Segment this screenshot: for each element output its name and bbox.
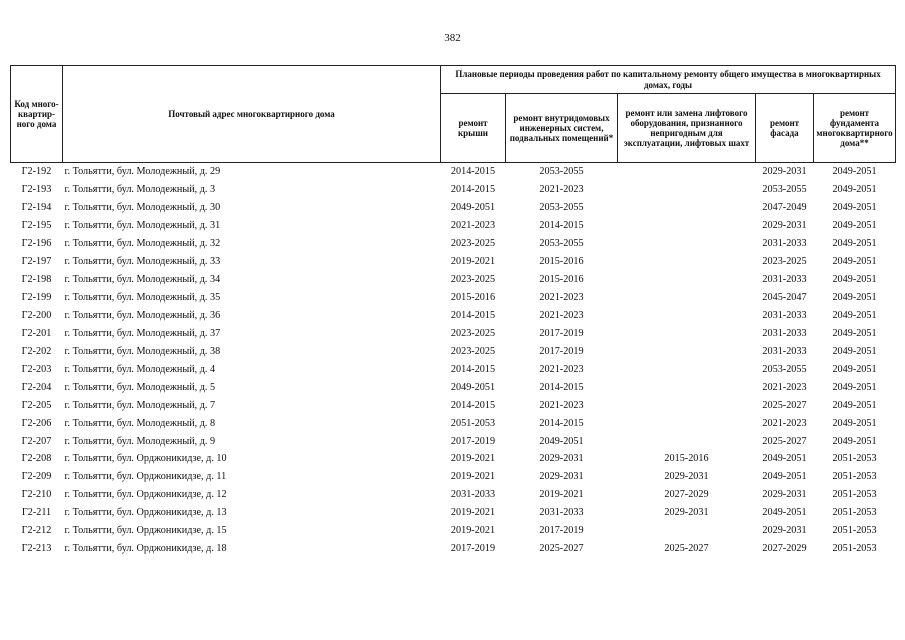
cell-roof: 2014-2015	[450, 363, 496, 375]
table-row	[11, 378, 896, 396]
cell-elevator: 2015-2016	[664, 453, 709, 465]
cell-elevator	[618, 378, 756, 396]
table-row	[11, 199, 896, 217]
table-row	[11, 163, 896, 181]
cell-foundation: 2051-2053	[832, 453, 877, 465]
cell-systems: 2021-2023	[539, 363, 584, 375]
cell-code: Г2-205	[21, 399, 52, 411]
cell-code: Г2-211	[21, 507, 52, 519]
cell-roof: 2023-2025	[450, 327, 496, 339]
cell-foundation: 2051-2053	[832, 543, 877, 555]
cell-foundation: 2049-2051	[832, 435, 877, 447]
cell-code: Г2-193	[21, 184, 52, 196]
cell-roof: 2019-2021	[450, 471, 496, 483]
cell-facade: 2047-2049	[762, 202, 807, 214]
cell-systems: 2031-2033	[539, 507, 584, 519]
cell-address: г. Тольятти, бул. Молодежный, д. 4	[64, 363, 216, 375]
cell-systems: 2029-2031	[539, 453, 584, 465]
table-row	[11, 486, 896, 504]
cell-facade: 2025-2027	[762, 435, 807, 447]
cell-elevator	[618, 432, 756, 450]
cell-facade: 2021-2023	[762, 381, 807, 393]
cell-address: г. Тольятти, бул. Молодежный, д. 9	[64, 435, 216, 447]
cell-elevator	[618, 324, 756, 342]
cell-systems: 2029-2031	[539, 471, 584, 483]
cell-systems: 2017-2019	[539, 327, 584, 339]
cell-facade: 2053-2055	[762, 184, 807, 196]
cell-foundation: 2049-2051	[832, 381, 877, 393]
cell-facade: 2031-2033	[762, 327, 807, 339]
cell-facade: 2049-2051	[762, 507, 807, 519]
cell-roof: 2019-2021	[450, 525, 496, 537]
cell-systems: 2014-2015	[539, 381, 584, 393]
table-row	[11, 235, 896, 253]
header-address: Почтовый адрес многоквартирного дома	[63, 66, 441, 163]
cell-facade: 2023-2025	[762, 256, 807, 268]
page-number: 382	[444, 32, 461, 44]
cell-elevator: 2029-2031	[664, 471, 709, 483]
cell-elevator	[618, 181, 756, 199]
cell-roof: 2023-2025	[450, 274, 496, 286]
header-elevator: ремонт или замена лифтового оборудования, признанного непригодным для эксплуатации, лифтовых шахт	[618, 94, 756, 163]
table-row	[11, 414, 896, 432]
cell-elevator	[618, 199, 756, 217]
cell-address: г. Тольятти, бул. Молодежный, д. 31	[64, 220, 221, 232]
cell-code: Г2-196	[21, 238, 52, 250]
cell-facade: 2049-2051	[762, 471, 807, 483]
cell-facade: 2025-2027	[762, 399, 807, 411]
cell-foundation: 2051-2053	[832, 507, 877, 519]
cell-elevator	[618, 217, 756, 235]
cell-roof: 2023-2025	[450, 238, 496, 250]
cell-roof: 2023-2025	[450, 345, 496, 357]
cell-roof: 2049-2051	[450, 202, 496, 214]
table-body	[11, 163, 896, 558]
cell-systems: 2053-2055	[539, 238, 584, 250]
cell-facade: 2031-2033	[762, 345, 807, 357]
cell-roof: 2017-2019	[450, 543, 496, 555]
table-row	[11, 432, 896, 450]
cell-facade: 2029-2031	[762, 525, 807, 537]
header-code: Код много-квартир-ного дома	[11, 66, 63, 163]
cell-roof: 2014-2015	[450, 166, 496, 178]
capital-repair-schedule-table	[10, 65, 896, 558]
cell-elevator	[618, 414, 756, 432]
cell-elevator	[618, 253, 756, 271]
cell-elevator	[618, 342, 756, 360]
table-row	[11, 360, 896, 378]
cell-code: Г2-201	[21, 327, 52, 339]
cell-foundation: 2051-2053	[832, 489, 877, 501]
table-row	[11, 468, 896, 486]
cell-foundation: 2049-2051	[832, 309, 877, 321]
cell-foundation: 2049-2051	[832, 202, 877, 214]
table-row	[11, 181, 896, 199]
cell-foundation: 2049-2051	[832, 184, 877, 196]
cell-systems: 2017-2019	[539, 525, 584, 537]
cell-facade: 2021-2023	[762, 417, 807, 429]
cell-facade: 2031-2033	[762, 274, 807, 286]
cell-systems: 2021-2023	[539, 292, 584, 304]
table-row	[11, 450, 896, 468]
cell-address: г. Тольятти, бул. Молодежный, д. 35	[64, 292, 221, 304]
cell-systems: 2025-2027	[539, 543, 584, 555]
cell-facade: 2045-2047	[762, 292, 807, 304]
cell-address: г. Тольятти, бул. Орджоникидзе, д. 13	[64, 507, 227, 519]
cell-roof: 2021-2023	[450, 220, 496, 232]
cell-code: Г2-207	[21, 435, 52, 447]
cell-code: Г2-210	[21, 489, 52, 501]
cell-systems: 2053-2055	[539, 202, 584, 214]
cell-systems: 2015-2016	[539, 256, 584, 268]
cell-systems: 2021-2023	[539, 309, 584, 321]
cell-elevator: 2025-2027	[664, 543, 709, 555]
cell-code: Г2-209	[21, 471, 52, 483]
cell-address: г. Тольятти, бул. Молодежный, д. 34	[64, 274, 221, 286]
cell-address: г. Тольятти, бул. Молодежный, д. 32	[64, 238, 221, 250]
header-foundation: ремонт фундамента многоквартирного дома**	[814, 94, 896, 163]
cell-roof: 2051-2053	[450, 417, 496, 429]
cell-elevator	[618, 522, 756, 540]
table-row	[11, 289, 896, 307]
cell-foundation: 2051-2053	[832, 525, 877, 537]
cell-systems: 2021-2023	[539, 184, 584, 196]
cell-code: Г2-204	[21, 381, 52, 393]
cell-address: г. Тольятти, бул. Молодежный, д. 29	[64, 166, 221, 178]
cell-roof: 2031-2033	[450, 489, 496, 501]
cell-address: г. Тольятти, бул. Молодежный, д. 33	[64, 256, 221, 268]
cell-foundation: 2049-2051	[832, 292, 877, 304]
table-row	[11, 522, 896, 540]
cell-roof: 2019-2021	[450, 453, 496, 465]
cell-foundation: 2049-2051	[832, 363, 877, 375]
cell-foundation: 2049-2051	[832, 256, 877, 268]
cell-code: Г2-194	[21, 202, 52, 214]
cell-code: Г2-198	[21, 274, 52, 286]
cell-elevator	[618, 396, 756, 414]
cell-code: Г2-212	[21, 525, 52, 537]
cell-address: г. Тольятти, бул. Орджоникидзе, д. 11	[64, 471, 227, 483]
cell-roof: 2014-2015	[450, 184, 496, 196]
cell-systems: 2049-2051	[539, 435, 584, 447]
cell-foundation: 2049-2051	[832, 166, 877, 178]
cell-elevator	[618, 307, 756, 325]
cell-address: г. Тольятти, бул. Орджоникидзе, д. 18	[64, 543, 227, 555]
cell-facade: 2029-2031	[762, 166, 807, 178]
cell-systems: 2014-2015	[539, 417, 584, 429]
header-facade: ремонт фасада	[756, 94, 814, 163]
header-systems: ремонт внутридомовых инженерных систем, подвальных помещений*	[506, 94, 618, 163]
cell-roof: 2017-2019	[450, 435, 496, 447]
cell-foundation: 2049-2051	[832, 417, 877, 429]
cell-foundation: 2049-2051	[832, 345, 877, 357]
cell-systems: 2014-2015	[539, 220, 584, 232]
table-row	[11, 396, 896, 414]
cell-systems: 2015-2016	[539, 274, 584, 286]
table-row	[11, 271, 896, 289]
cell-foundation: 2049-2051	[832, 274, 877, 286]
header-periods-group: Плановые периоды проведения работ по капитальному ремонту общего имущества в многоквартирных домах, годы	[441, 66, 896, 94]
table-row	[11, 540, 896, 558]
cell-facade: 2031-2033	[762, 309, 807, 321]
cell-elevator	[618, 235, 756, 253]
cell-roof: 2014-2015	[450, 399, 496, 411]
cell-facade: 2027-2029	[762, 543, 807, 555]
cell-facade: 2031-2033	[762, 238, 807, 250]
table-row	[11, 342, 896, 360]
cell-code: Г2-203	[21, 363, 52, 375]
cell-elevator	[618, 163, 756, 181]
cell-facade: 2029-2031	[762, 220, 807, 232]
cell-code: Г2-213	[21, 543, 52, 555]
cell-code: Г2-199	[21, 292, 52, 304]
cell-code: Г2-195	[21, 220, 52, 232]
cell-address: г. Тольятти, бул. Молодежный, д. 37	[64, 327, 221, 339]
cell-code: Г2-200	[21, 309, 52, 321]
cell-address: г. Тольятти, бул. Молодежный, д. 7	[64, 399, 216, 411]
cell-code: Г2-208	[21, 453, 52, 465]
cell-systems: 2017-2019	[539, 345, 584, 357]
cell-facade: 2053-2055	[762, 363, 807, 375]
cell-address: г. Тольятти, бул. Орджоникидзе, д. 12	[64, 489, 227, 501]
cell-code: Г2-202	[21, 345, 52, 357]
cell-address: г. Тольятти, бул. Орджоникидзе, д. 10	[64, 453, 227, 465]
cell-address: г. Тольятти, бул. Молодежный, д. 3	[64, 184, 216, 196]
table-row	[11, 324, 896, 342]
cell-roof: 2019-2021	[450, 507, 496, 519]
cell-foundation: 2049-2051	[832, 238, 877, 250]
cell-elevator	[618, 289, 756, 307]
cell-code: Г2-206	[21, 417, 52, 429]
cell-address: г. Тольятти, бул. Молодежный, д. 36	[64, 309, 221, 321]
cell-elevator: 2029-2031	[664, 507, 709, 519]
cell-systems: 2053-2055	[539, 166, 584, 178]
cell-elevator	[618, 271, 756, 289]
cell-address: г. Тольятти, бул. Молодежный, д. 30	[64, 202, 221, 214]
cell-systems: 2021-2023	[539, 399, 584, 411]
cell-foundation: 2049-2051	[832, 399, 877, 411]
cell-foundation: 2049-2051	[832, 220, 877, 232]
cell-foundation: 2051-2053	[832, 471, 877, 483]
table-row	[11, 253, 896, 271]
cell-code: Г2-197	[21, 256, 52, 268]
cell-code: Г2-192	[21, 166, 52, 178]
table-row	[11, 217, 896, 235]
cell-elevator	[618, 360, 756, 378]
cell-roof: 2049-2051	[450, 381, 496, 393]
cell-address: г. Тольятти, бул. Орджоникидзе, д. 15	[64, 525, 227, 537]
cell-roof: 2014-2015	[450, 309, 496, 321]
table-header	[11, 66, 896, 163]
table-row	[11, 504, 896, 522]
cell-elevator: 2027-2029	[664, 489, 709, 501]
cell-roof: 2015-2016	[450, 292, 496, 304]
cell-foundation: 2049-2051	[832, 327, 877, 339]
cell-address: г. Тольятти, бул. Молодежный, д. 8	[64, 417, 216, 429]
cell-systems: 2019-2021	[539, 489, 584, 501]
cell-address: г. Тольятти, бул. Молодежный, д. 5	[64, 381, 216, 393]
table-row	[11, 307, 896, 325]
cell-address: г. Тольятти, бул. Молодежный, д. 38	[64, 345, 221, 357]
header-roof: ремонт крыши	[441, 94, 506, 163]
cell-roof: 2019-2021	[450, 256, 496, 268]
cell-facade: 2049-2051	[762, 453, 807, 465]
cell-facade: 2029-2031	[762, 489, 807, 501]
